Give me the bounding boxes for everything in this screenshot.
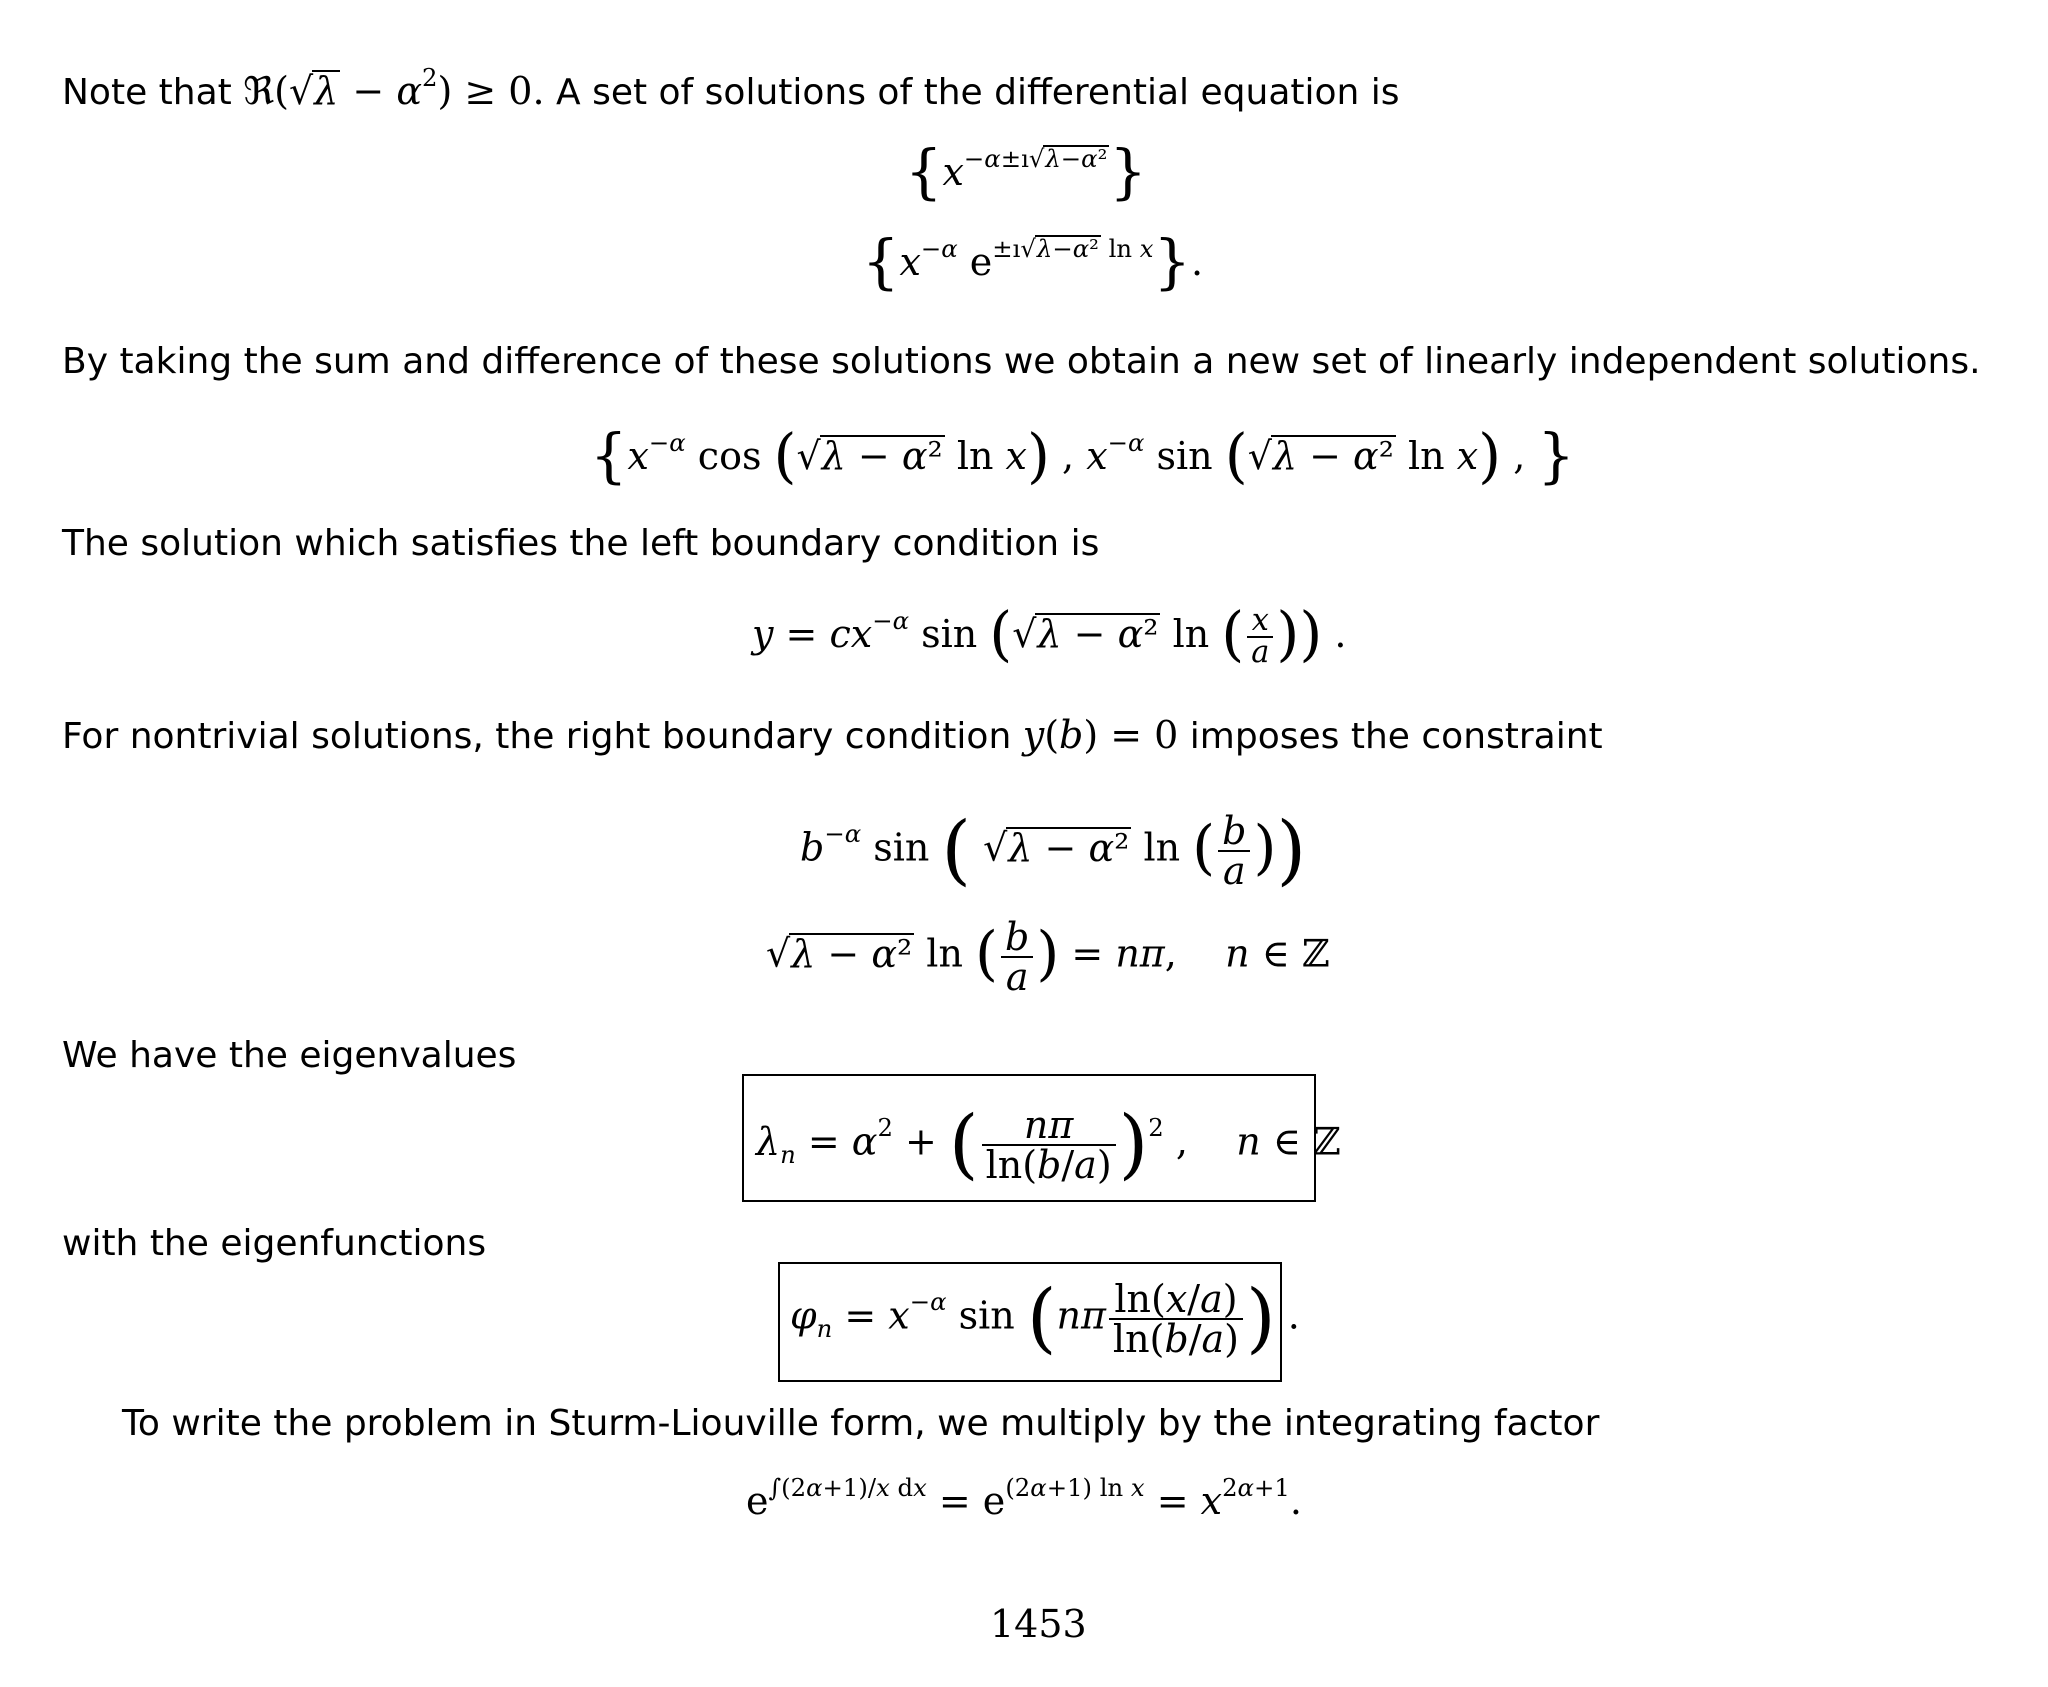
right-boundary-lead: For nontrivial solutions, the right boundary condition [62, 716, 1012, 757]
constraint-line-1: $b^{-\alpha}$ sin ( √λ − α² ln ( $\frac{b}{a}$ )) [800, 804, 1307, 894]
solution-set-exponential: {$x^{-\alpha}$ $e^{\pm ı√\lambda-\alpha^2 ln x}$}. [862, 227, 1204, 296]
solution-set-power: $\{x^{-\alpha\pm ı√\lambda-\alpha^2}\}$ [905, 137, 1147, 206]
constraint-line-2: √λ − α² ln ( $\frac{b}{a}$ ) = nπ, n ∈ ℤ [766, 915, 1330, 999]
paragraph-sturm-liouville: To write the problem in Sturm-Liouville form, we multiply by the integrating factor [122, 1403, 1600, 1444]
paragraph-note [62, 62, 1400, 113]
eigenfunctions-formula: $\varphi_n = x^{-\alpha}$ sin (nπ $\frac{\ln(x/a)}{\ln(b/a)}$ ) . [790, 1272, 1300, 1362]
page-number: 1453 [990, 1602, 1087, 1646]
right-boundary-tail: imposes the constraint [1189, 716, 1603, 757]
linearly-independent-solutions: {$x^{-\alpha}$ cos (√λ − α² ln x) , $x^{-\alpha}$ sin (√λ − α² ln x) , } [590, 421, 1575, 490]
paragraph-left-boundary: The solution which satisfies the left boundary condition is [62, 523, 1100, 564]
right-boundary-condition: y(b) = 0 [1022, 713, 1179, 757]
real-part-condition: ℜ(√λ − $\alpha^2) \ge 0$. [243, 62, 545, 113]
note-lead: Note that [62, 72, 232, 113]
paragraph-eigenfunctions: with the eigenfunctions [62, 1223, 487, 1264]
integrating-factor: $e^{\int(2\alpha+1)/x dx} = e^{(2\alpha+1) ln x} = x^{2\alpha+1}$. [746, 1472, 1302, 1523]
paragraph-right-boundary [62, 713, 1603, 757]
note-tail: A set of solutions of the differential equation is [556, 72, 1400, 113]
left-boundary-solution: $y = cx^{-\alpha}$ sin (√λ − α² ln ( $\frac{x}{a}$ )) . [752, 598, 1347, 671]
eigenvalues-formula: $\lambda_n = \alpha^2$ + ( $\frac{n\pi}{\ln(b/a)}$ )$^2$ , n ∈ ℤ [756, 1098, 1341, 1188]
paragraph-sum-difference: By taking the sum and difference of these solutions we obtain a new set of linearly independent solutions. [62, 341, 1981, 382]
paragraph-eigenvalues: We have the eigenvalues [62, 1035, 517, 1076]
